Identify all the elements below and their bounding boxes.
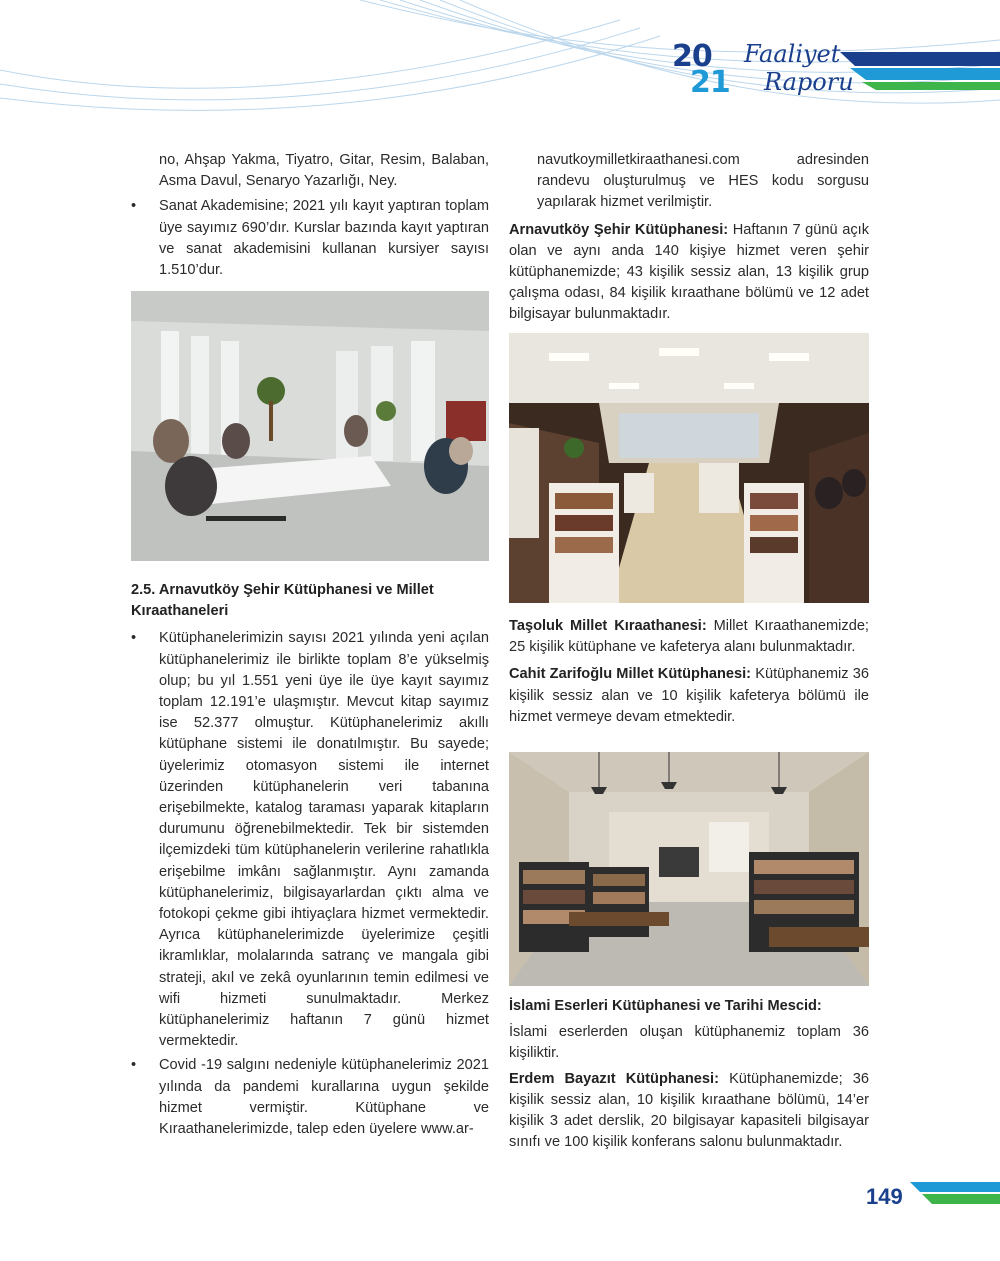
list-item-text: Kütüphanelerimizin sayısı 2021 yılında yeni açılan kütüphanelerimiz ile birlikte toplam 8’e yükselmiş olup; bu yıl 1.551 yeni üye ile üye kayıt sayımız toplam 12.191’e ulaşmıştır. Mevcut kitap sayımız ise 52.377 olmuştur. Kütüphanelerimiz akıllı kütüphane sistemi ile donatılmıştır. Bu sayede; üyelerimiz otomasyon sistemi ile internet üzerinden kütüphanelerin veri tabanına erişebilmekte, katalog taraması yaparak kitapların durumunu öğrenebilmektedir. Tek bir sistemden ilçemizdeki tüm kütüphanelerin verilerine rahatlıkla erişebilme imkânı sağlanmıştır. Aynı zamanda kütüphanelerimiz, bilgisayarlardan çıktı alma ve fotokopi çekme gibi ihtiyaçlara hizmet vermektedir. Ayrıca kütüphanelerimizde üyelerimize çeşitli ikramlıklar, molalarında satranç ve mangala gibi strateji, akıl ve zekâ oyunlarının temin edilmesi ve wifi hizmeti sunulmaktadır. Merkez kütüphanelerimiz haftanın 7 günü hizmet vermektedir. <box>159 630 489 1050</box>
paragraph-title: Taşoluk Millet Kıraathanesi: <box>509 618 707 634</box>
paragraph-islami-title: İslami Eserleri Kütüphanesi ve Tarihi Mescid: <box>509 998 822 1014</box>
paragraph-title: Arnavutköy Şehir Kütüphanesi: <box>509 221 729 238</box>
report-year-logo <box>672 39 730 100</box>
header-wave-decoration <box>0 0 1000 130</box>
report-title-line1: Faaliyet <box>744 40 841 68</box>
left-column-top <box>131 150 489 281</box>
paragraph-islami-text: İslami eserlerden oluşan kütüphanemiz toplam 36 kişiliktir. <box>509 1024 869 1062</box>
continued-list-text: navutkoymilletkiraathanesi.com adresinden randevu oluşturulmuş ve HES kodu sorgusu yapılarak hizmet verilmiştir. <box>537 152 869 211</box>
paragraph-erdem-bayazit <box>509 1069 869 1154</box>
left-column-bottom <box>131 580 489 1140</box>
page-number: 149 <box>866 1184 903 1209</box>
footer-stripe-decoration <box>900 1180 1000 1210</box>
art-academy-photo <box>131 291 489 561</box>
paragraph-title: Erdem Bayazıt Kütüphanesi: <box>509 1070 719 1087</box>
section-heading: 2.5. Arnavutköy Şehir Kütüphanesi ve Millet Kıraathaneleri <box>131 582 434 620</box>
paragraph-text: Millet Kıraathanemizde; 25 kişilik kütüphane ve kafeterya alanı bulunmaktadır. <box>509 618 869 656</box>
millet-library-photo <box>509 752 869 986</box>
year-top: 20 <box>672 39 712 74</box>
list-item <box>131 196 489 281</box>
list-item <box>131 628 489 1052</box>
bullet-dot: • <box>131 1057 137 1074</box>
bullet-dot: • <box>131 630 137 647</box>
paragraph-text: Kütüphanemizde; 36 kişilik sessiz alan, 10 kişilik kıraathane bölümü, 14’er kişilik 3 adet derslik, 20 bilgisayar kapasiteli bilgisayar sınıfı ve 100 kişilik konferans salonu bulunmaktadır. <box>509 1070 869 1151</box>
continued-list-text: no, Ahşap Yakma, Tiyatro, Gitar, Resim, Balaban, Asma Davul, Senaryo Yazarlığı, Ney. <box>159 152 489 190</box>
paragraph-sehir-kutuphanesi <box>509 220 869 326</box>
paragraph-title: Cahit Zarifoğlu Millet Kütüphanesi: <box>509 666 752 683</box>
paragraph-tasoluk <box>509 616 869 658</box>
city-library-photo <box>509 333 869 603</box>
list-item <box>131 1055 489 1140</box>
report-title-line2: Raporu <box>764 68 854 96</box>
paragraph-text: Kütüphanemiz 36 kişilik sessiz alan ve 10 kişilik kafeterya bölümü ile hizmet vermeye devam etmektedir. <box>509 666 869 725</box>
year-bottom: 21 <box>690 65 730 100</box>
bullet-dot: • <box>131 198 137 215</box>
right-column-bottom <box>509 996 869 1153</box>
right-column-middle <box>509 616 869 728</box>
list-item-text: Covid -19 salgını nedeniyle kütüphanelerimiz 2021 yılında da pandemi kurallarına uygun şekilde hizmet vermiştir. Kütüphane ve Kıraathanelerimizde, talep eden üyelere www.ar- <box>159 1057 489 1138</box>
paragraph-cahit-zarifoglu <box>509 664 869 728</box>
list-item-text: Sanat Akademisine; 2021 yılı kayıt yaptıran toplam üye sayımız 690’dır. Kurslar bazında kayıt yaptıran ve sanat akademisini kullanan kursiyer sayısı 1.510’dur. <box>159 198 489 279</box>
right-column-top <box>509 150 869 326</box>
paragraph-text: Haftanın 7 günü açık olan ve aynı anda 140 kişiye hizmet veren şehir kütüphanemizde; 43 kişilik sessiz alan, 13 kişilik grup çalışma odası, 84 kişilik kıraathane bölümü ve 12 adet bilgisayar bulunmaktadır. <box>509 221 869 323</box>
